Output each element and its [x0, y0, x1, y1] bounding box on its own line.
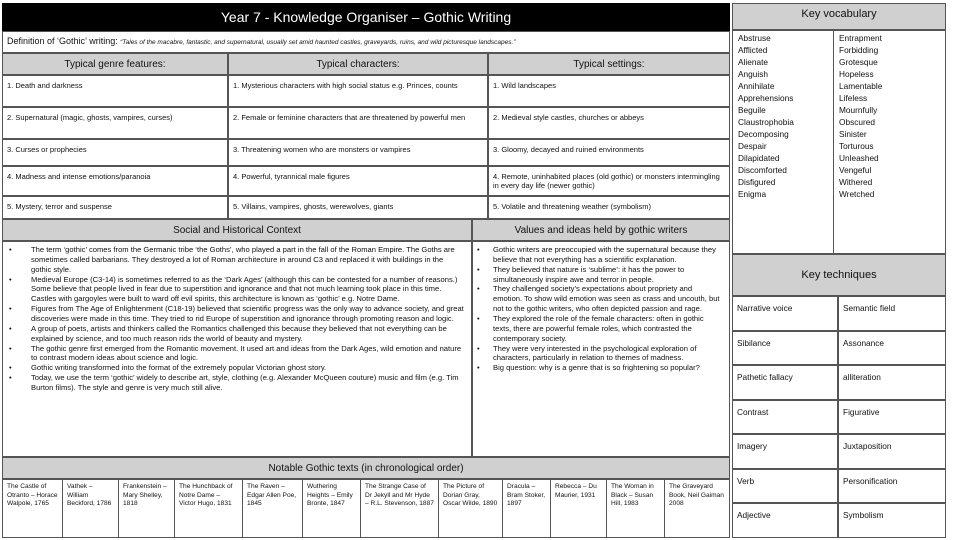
book-item: Frankenstein – Mary Shelley, 1818 — [119, 480, 175, 537]
context-header: Social and Historical Context — [2, 219, 472, 241]
vocab-word: Despair — [738, 141, 767, 152]
vocab-word: Afflicted — [738, 45, 768, 56]
definition-text: “Tales of the macabre, fantastic, and supernatural, usually set amid haunted castles, graveyards, ruins, and wild picturesque landscapes.” — [120, 39, 516, 46]
setting-1: 1. Wild landscapes — [488, 75, 730, 107]
vocab-word: Dilapidated — [738, 153, 780, 164]
context-item: • Today, we use the term ‘gothic’ widely to describe art, style, clothing (e.g. Alexander McQueen couture) music and film (e.g. Tim Burton films). The style and genre is very much still alive. — [9, 373, 465, 393]
setting-4: 4. Remote, uninhabited places (old gothic) or monsters intermingling in every day life (newer gothic) — [488, 166, 730, 196]
setting-5: 5. Volatile and threatening weather (symbolism) — [488, 196, 730, 219]
settings-header: Typical settings: — [488, 53, 730, 75]
technique-item: Narrative voice — [732, 296, 838, 331]
character-5: 5. Villains, vampires, ghosts, werewolves, giants — [228, 196, 488, 219]
technique-item: Sibilance — [732, 331, 838, 366]
context-item: • The term ‘gothic’ comes from the Germanic tribe ‘the Goths’, who played a part in the fall of the Roman Empire. The Goths are sometimes called barbarians. They destroyed a lot of Roman architecture in around C3 and replaced it with buildings in the gothic style. — [9, 245, 465, 275]
vocab-word: Claustrophobia — [738, 117, 794, 128]
book-item: The Graveyard Book, Neil Gaiman 2008 — [669, 483, 724, 508]
vocab-word: Withered — [839, 177, 873, 188]
feature-3: 3. Curses or prophecies — [2, 139, 228, 166]
texts-header: Notable Gothic texts (in chronological order) — [2, 457, 730, 479]
context-item: • Gothic writing transformed into the format of the extremely popular Victorian ghost story. — [9, 363, 465, 373]
vocab-column-right — [834, 31, 945, 253]
technique-item: Semantic field — [838, 296, 946, 331]
vocab-word: Lamentable — [839, 81, 883, 92]
book-item: The Castle of Otranto – Horace Walpole, 1765 — [3, 480, 63, 537]
setting-3: 3. Gloomy, decayed and ruined environments — [488, 139, 730, 166]
vocab-word: Discomforted — [738, 165, 787, 176]
vocab-word: Mournfully — [839, 105, 878, 116]
vocab-word: Anguish — [738, 69, 768, 80]
book-item: Vathek – William Beckford, 1786 — [63, 480, 119, 537]
technique-item: Figurative — [838, 400, 946, 435]
vocab-word: Annihilate — [738, 81, 775, 92]
book-item: The Hunchback of Notre Dame – Victor Hugo, 1831 — [175, 480, 243, 537]
vocab-header: Key vocabulary — [732, 3, 946, 30]
context-list — [2, 241, 472, 457]
feature-4: 4. Madness and intense emotions/paranoia — [2, 166, 228, 196]
technique-item: Personification — [838, 469, 946, 504]
context-item: • The gothic genre first emerged from the Romantic movement. It used art and ideas from the Dark Ages, wild emotion and nature to contrast modern ideas about science and logic. — [9, 344, 465, 364]
technique-item: Contrast — [732, 400, 838, 435]
book-item: The Raven – Edgar Allen Poe, 1845 — [243, 480, 303, 537]
vocab-word: Entrapment — [839, 33, 882, 43]
book-item: The Strange Case of Dr Jekyll and Mr Hyde – R.L. Stevenson, 1887 — [361, 480, 439, 537]
vocab-word: Obscured — [839, 117, 875, 128]
vocab-word: Disfigured — [738, 177, 776, 188]
vocab-word: Enigma — [738, 189, 767, 200]
values-item: • They challenged society’s expectations about propriety and emotion. To show wild emotion was seen as crass and uncouth, but not to the gothic writers, who often depicted passion and rage. — [477, 284, 723, 314]
technique-item: Adjective — [732, 503, 838, 538]
technique-item: Juxtaposition — [838, 434, 946, 469]
feature-1: 1. Death and darkness — [2, 75, 228, 107]
values-item: • They were very interested in the psychological exploration of characters, particularly in relation to themes of madness. — [477, 344, 723, 364]
definition — [2, 31, 730, 53]
vocab-word: Wretched — [839, 189, 875, 200]
technique-item: Verb — [732, 469, 838, 504]
feature-2: 2. Supernatural (magic, ghosts, vampires, curses) — [2, 107, 228, 139]
vocab-column-left — [733, 31, 834, 253]
technique-item: Pathetic fallacy — [732, 365, 838, 400]
vocab-word: Abstruse — [738, 33, 771, 43]
book-item: Rebecca – Du Maurier, 1931 — [551, 480, 607, 537]
page-title: Year 7 - Knowledge Organiser – Gothic Writing — [2, 3, 730, 31]
definition-label: Definition of ‘Gothic’ writing: — [7, 36, 118, 46]
context-item: • A group of poets, artists and thinkers called the Romantics challenged this because they believed that not everything can be explained by science, and too much reason rids the world of beauty and mystery. — [9, 324, 465, 344]
vocab-word: Vengeful — [839, 165, 872, 176]
values-item: • They believed that nature is ‘sublime’: it has the power to simultaneously inspire awe and terror in people. — [477, 265, 723, 285]
characters-header: Typical characters: — [228, 53, 488, 75]
vocab-word: Beguile — [738, 105, 766, 116]
values-item: • Big question: why is a genre that is so frightening so popular? — [477, 363, 723, 373]
technique-item: Symbolism — [838, 503, 946, 538]
setting-2: 2. Medieval style castles, churches or abbeys — [488, 107, 730, 139]
vocab-word: Decomposing — [738, 129, 789, 140]
book-item: Dracula – Bram Stoker, 1897 — [503, 480, 551, 537]
values-header: Values and ideas held by gothic writers — [472, 219, 730, 241]
vocab-word: Unleashed — [839, 153, 879, 164]
vocab-word: Sinister — [839, 129, 867, 140]
vocab-word: Apprehensions — [738, 93, 794, 104]
vocab-word: Hopeless — [839, 69, 874, 80]
vocab-word: Lifeless — [839, 93, 868, 104]
book-item: Wuthering Heights – Emily Bronte, 1847 — [303, 480, 361, 537]
technique-item: alliteration — [838, 365, 946, 400]
vocab-word: Forbidding — [839, 45, 879, 56]
book-item: The Picture of Dorian Gray, Oscar Wilde, 1890 — [439, 480, 503, 537]
techniques-grid — [732, 296, 946, 538]
values-item: • They explored the role of the female characters: often in gothic texts, there are powerful female roles, which contrasted the contemporary society. — [477, 314, 723, 344]
character-4: 4. Powerful, tyrannical male figures — [228, 166, 488, 196]
texts-row — [2, 479, 730, 538]
book-item: The Woman in Black – Susan Hill, 1983 — [607, 480, 665, 537]
character-2: 2. Female or feminine characters that are threatened by powerful men — [228, 107, 488, 139]
technique-item: Imagery — [732, 434, 838, 469]
values-item: • Gothic writers are preoccupied with the supernatural because they believe that not everything has a scientific explanation. — [477, 245, 723, 265]
context-item: • Medieval Europe (C3-14) is sometimes referred to as the ‘Dark Ages’ (although this can be contested for a number of reasons.) Some believe that people lived in fear due to superstition and ignorance and that not much learning took place in this time. Castles with gargoyles were built to ward off evil spirits, this architecture is known as ‘gothic’ e.g. Notre Dame. — [9, 275, 465, 305]
feature-5: 5. Mystery, terror and suspense — [2, 196, 228, 219]
vocab-word: Alienate — [738, 57, 768, 68]
vocab-word: Grotesque — [839, 57, 878, 68]
vocab-word: Torturous — [839, 141, 874, 152]
context-item: • Figures from The Age of Enlightenment (C18-19) believed that scientific progress was the only way to advance society, and great discoveries were made in this time. They tried to rid Europe of superstition and ignorance through promoting reason and logic. — [9, 304, 465, 324]
technique-item: Assonance — [838, 331, 946, 366]
features-header: Typical genre features: — [2, 53, 228, 75]
values-list — [472, 241, 730, 457]
techniques-header: Key techniques — [732, 254, 946, 296]
character-1: 1. Mysterious characters with high social status e.g. Princes, counts — [228, 75, 488, 107]
character-3: 3. Threatening women who are monsters or vampires — [228, 139, 488, 166]
vocab-box — [732, 30, 946, 254]
